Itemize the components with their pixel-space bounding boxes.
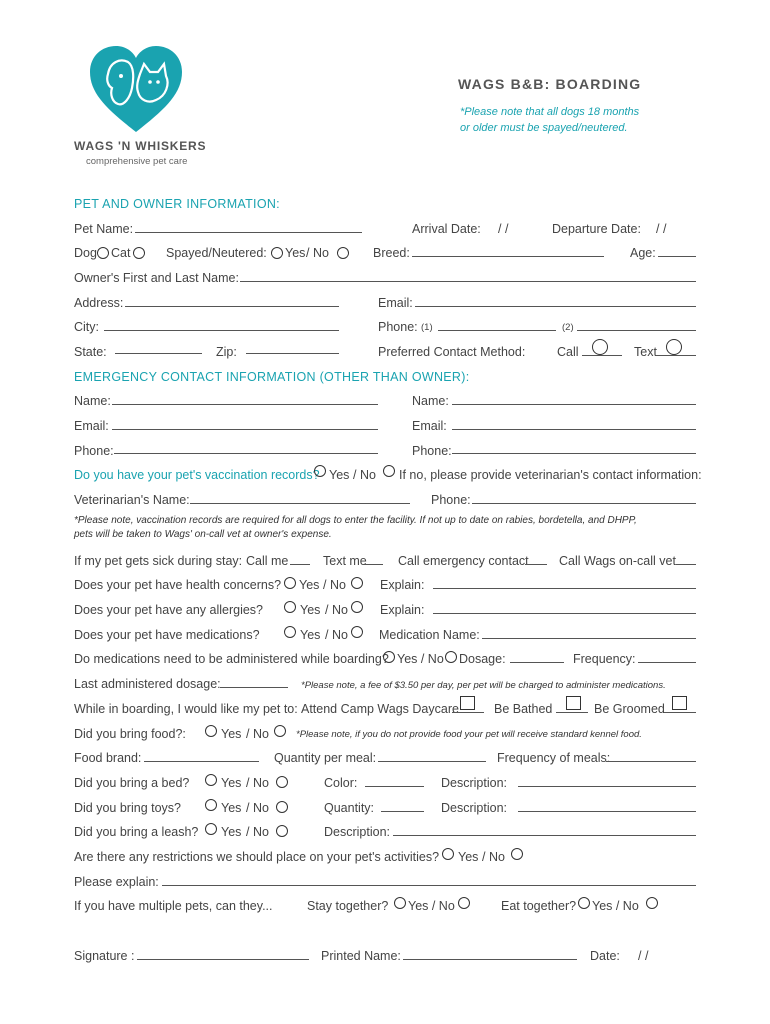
food-yes-option[interactable] <box>205 725 217 737</box>
emergency-email-field-right[interactable] <box>452 429 696 430</box>
city-field[interactable] <box>104 330 339 331</box>
sick-on-call-vet: Call Wags on-call vet <box>559 554 676 568</box>
leash-yes-label: Yes <box>221 825 242 839</box>
bed-no-option[interactable] <box>276 776 288 788</box>
arrival-date-label: Arrival Date: <box>412 222 481 236</box>
groomed-label: Be Groomed <box>594 702 665 716</box>
state-field[interactable] <box>115 353 202 354</box>
toys-question: Did you bring toys? <box>74 801 182 815</box>
preferred-contact-label: Preferred Contact Method: <box>378 345 526 359</box>
bed-no-label: / No <box>246 776 269 790</box>
health-yes-option[interactable] <box>284 577 296 589</box>
food-note: *Please note, if you do not provide food your pet will receive standard kennel food. <box>296 729 642 740</box>
frequency-label: Frequency: <box>573 652 636 666</box>
phone-2-field[interactable] <box>577 330 696 331</box>
stay-together-yes-no: Yes / No <box>408 899 455 913</box>
vaccination-note-line1: *Please note, vaccination records are required for all dogs to enter the facility. If not up to date on rabies, bordetella, and DHPP, <box>74 515 637 526</box>
leash-no-label: / No <box>246 825 269 839</box>
emergency-name-field-left[interactable] <box>112 404 378 405</box>
owner-email-field[interactable] <box>415 306 696 307</box>
administer-yes-option[interactable] <box>383 651 395 663</box>
medications-no-label: / No <box>325 628 348 642</box>
cat-label: Cat <box>111 246 131 260</box>
spayed-label: Spayed/Neutered: <box>166 246 267 260</box>
vaccination-note-line2: pets will be taken to Wags' on-call vet at owner's expense. <box>74 529 332 540</box>
bed-description-field[interactable] <box>518 786 696 787</box>
allergies-explain-field[interactable] <box>433 613 696 614</box>
section-title-pet-owner: PET AND OWNER INFORMATION: <box>74 197 280 211</box>
address-label: Address: <box>74 296 124 310</box>
food-question: Did you bring food?: <box>74 727 186 741</box>
allergies-yes-label: Yes <box>300 603 321 617</box>
toys-description-field[interactable] <box>518 811 696 812</box>
brand-name: WAGS 'N WHISKERS <box>74 139 207 153</box>
sick-call-me-field[interactable] <box>290 564 310 565</box>
bed-yes-label: Yes <box>221 776 242 790</box>
health-explain-label: Explain: <box>380 578 425 592</box>
form-title: WAGS B&B: BOARDING <box>458 76 642 92</box>
stay-together-no-option[interactable] <box>458 897 470 909</box>
emergency-phone-field-right[interactable] <box>452 453 696 454</box>
arrival-date-field[interactable]: / / <box>498 222 509 236</box>
zip-field[interactable] <box>246 353 339 354</box>
administer-label: Do medications need to be administered while boarding? <box>74 652 389 666</box>
vaccination-yes-label: Yes <box>329 468 350 482</box>
health-concerns-label: Does your pet have health concerns? <box>74 578 282 592</box>
health-yes-label: Yes <box>299 578 320 592</box>
groomed-checkbox[interactable] <box>672 696 687 710</box>
emergency-name-label-left: Name: <box>74 394 111 408</box>
please-explain-label: Please explain: <box>74 875 159 889</box>
bed-color-field[interactable] <box>365 786 424 787</box>
vaccination-no-label: / No <box>353 468 376 482</box>
spayed-yes-option[interactable] <box>271 247 283 259</box>
medication-name-label: Medication Name: <box>379 628 480 642</box>
toys-quantity-label: Quantity: <box>324 801 375 815</box>
emergency-email-label-left: Email: <box>74 419 109 433</box>
please-explain-field[interactable] <box>162 885 696 886</box>
freq-meals-field[interactable] <box>606 761 696 762</box>
bed-color-label: Color: <box>324 776 358 790</box>
spayed-no-label: / No <box>306 246 329 260</box>
frequency-field[interactable] <box>638 662 696 663</box>
call-option[interactable] <box>592 339 608 355</box>
emergency-name-label-right: Name: <box>412 394 449 408</box>
vet-phone-label: Phone: <box>431 493 471 507</box>
leash-no-option[interactable] <box>276 825 288 837</box>
medications-label: Does your pet have medications? <box>74 628 260 642</box>
health-explain-field[interactable] <box>433 588 696 589</box>
leash-question: Did you bring a leash? <box>74 825 199 839</box>
last-dosage-field[interactable] <box>220 687 288 688</box>
sick-label: If my pet gets sick during stay: <box>74 554 243 568</box>
date-label: Date: <box>590 949 620 963</box>
bathed-checkbox[interactable] <box>566 696 581 710</box>
brand-tagline: comprehensive pet care <box>86 156 188 167</box>
daycare-underline <box>452 712 484 713</box>
allergies-yes-option[interactable] <box>284 601 296 613</box>
qty-per-meal-field[interactable] <box>378 761 486 762</box>
bed-question: Did you bring a bed? <box>74 776 190 790</box>
pet-name-field[interactable] <box>135 232 362 233</box>
owner-phone-label: Phone: <box>378 320 418 334</box>
heart-dog-cat-logo-icon <box>88 44 184 134</box>
cat-option[interactable] <box>133 247 145 259</box>
leash-yes-option[interactable] <box>205 823 217 835</box>
bathed-label: Be Bathed <box>494 702 553 716</box>
vaccination-question: Do you have your pet's vaccination records? <box>74 468 320 482</box>
spayed-no-option[interactable] <box>337 247 349 259</box>
eat-together-label: Eat together? <box>501 899 577 913</box>
food-no-option[interactable] <box>274 725 286 737</box>
bed-yes-option[interactable] <box>205 774 217 786</box>
dosage-label: Dosage: <box>459 652 506 666</box>
departure-date-label: Departure Date: <box>552 222 641 236</box>
vaccination-yes-option[interactable] <box>314 465 326 477</box>
emergency-phone-label-left: Phone: <box>74 444 114 458</box>
dosage-field[interactable] <box>510 662 564 663</box>
allergies-label: Does your pet have any allergies? <box>74 603 264 617</box>
sick-emergency-contact: Call emergency contact <box>398 554 529 568</box>
vet-name-field[interactable] <box>190 503 410 504</box>
vet-phone-field[interactable] <box>472 503 696 504</box>
sick-text-me-field[interactable] <box>363 564 383 565</box>
leash-description-label: Description: <box>324 825 390 839</box>
sick-text-me: Text me <box>323 554 367 568</box>
daycare-checkbox[interactable] <box>460 696 475 710</box>
emergency-phone-field-left[interactable] <box>114 453 378 454</box>
daycare-label: Attend Camp Wags Daycare <box>301 702 459 716</box>
sick-call-me: Call me <box>246 554 289 568</box>
medications-no-option[interactable] <box>351 626 363 638</box>
vet-name-label: Veterinarian's Name: <box>74 493 190 507</box>
medications-yes-label: Yes <box>300 628 321 642</box>
signature-field[interactable] <box>137 959 309 960</box>
city-label: City: <box>74 320 99 334</box>
zip-label: Zip: <box>216 345 237 359</box>
restrictions-yes-option[interactable] <box>442 848 454 860</box>
vaccination-followup: If no, please provide veterinarian's contact information: <box>399 468 702 482</box>
emergency-email-label-right: Email: <box>412 419 447 433</box>
state-label: State: <box>74 345 107 359</box>
call-label: Call <box>557 345 579 359</box>
printed-name-label: Printed Name: <box>321 949 401 963</box>
spay-note-line1: *Please note that all dogs 18 months <box>460 106 640 118</box>
bathed-underline <box>556 712 588 713</box>
restrictions-yes-label: Yes <box>458 850 479 864</box>
emergency-email-field-left[interactable] <box>112 429 378 430</box>
toys-no-label: / No <box>246 801 269 815</box>
groomed-underline <box>664 712 696 713</box>
last-dosage-label: Last administered dosage: <box>74 677 221 691</box>
toys-description-label: Description: <box>441 801 507 815</box>
text-label: Text <box>634 345 657 359</box>
breed-field[interactable] <box>412 256 604 257</box>
health-no-label: / No <box>323 578 346 592</box>
toys-quantity-field[interactable] <box>381 811 424 812</box>
restrictions-no-option[interactable] <box>511 848 523 860</box>
breed-label: Breed: <box>373 246 410 260</box>
eat-together-yes-option[interactable] <box>578 897 590 909</box>
vaccination-no-option[interactable] <box>383 465 395 477</box>
freq-meals-label: Frequency of meals: <box>497 751 611 765</box>
medications-yes-option[interactable] <box>284 626 296 638</box>
medication-name-field[interactable] <box>482 638 696 639</box>
age-field[interactable] <box>658 256 696 257</box>
printed-name-field[interactable] <box>403 959 577 960</box>
multiple-pets-label: If you have multiple pets, can they... <box>74 899 273 913</box>
sick-on-call-vet-field[interactable] <box>676 564 696 565</box>
call-underline <box>582 355 622 356</box>
text-underline <box>656 355 696 356</box>
spay-note-line2: or older must be spayed/neutered. <box>460 122 628 134</box>
stay-together-yes-option[interactable] <box>394 897 406 909</box>
food-brand-label: Food brand: <box>74 751 142 765</box>
departure-date-field[interactable]: / / <box>656 222 667 236</box>
toys-no-option[interactable] <box>276 801 288 813</box>
age-label: Age: <box>630 246 656 260</box>
phone-1-field[interactable] <box>438 330 556 331</box>
food-brand-field[interactable] <box>144 761 259 762</box>
allergies-no-option[interactable] <box>351 601 363 613</box>
allergies-no-label: / No <box>325 603 348 617</box>
boarding-label: While in boarding, I would like my pet to: <box>74 702 298 716</box>
emergency-phone-label-right: Phone: <box>412 444 452 458</box>
leash-description-field[interactable] <box>393 835 696 836</box>
qty-per-meal-label: Quantity per meal: <box>274 751 377 765</box>
date-field[interactable]: / / <box>638 949 649 963</box>
toys-yes-option[interactable] <box>205 799 217 811</box>
health-no-option[interactable] <box>351 577 363 589</box>
food-yes-label: Yes <box>221 727 242 741</box>
restrictions-question: Are there any restrictions we should place on your pet's activities? <box>74 850 440 864</box>
emergency-name-field-right[interactable] <box>452 404 696 405</box>
stay-together-label: Stay together? <box>307 899 389 913</box>
bed-description-label: Description: <box>441 776 507 790</box>
sick-emergency-contact-field[interactable] <box>525 564 547 565</box>
toys-yes-label: Yes <box>221 801 242 815</box>
address-field[interactable] <box>125 306 339 307</box>
spayed-yes-label: Yes <box>285 246 306 260</box>
dog-option[interactable] <box>97 247 109 259</box>
phone-2-label: (2) <box>562 322 574 333</box>
allergies-explain-label: Explain: <box>380 603 425 617</box>
section-title-emergency: EMERGENCY CONTACT INFORMATION (OTHER THAN OWNER): <box>74 370 470 384</box>
fee-note: *Please note, a fee of $3.50 per day, per pet will be charged to administer medications. <box>301 680 666 691</box>
food-no-label: / No <box>246 727 269 741</box>
phone-1-label: (1) <box>421 322 433 333</box>
dog-label: Dog <box>74 246 97 260</box>
restrictions-no-label: / No <box>482 850 505 864</box>
owner-name-field[interactable] <box>240 281 696 282</box>
owner-email-label: Email: <box>378 296 413 310</box>
administer-no-option[interactable] <box>445 651 457 663</box>
eat-together-no-option[interactable] <box>646 897 658 909</box>
owner-name-label: Owner's First and Last Name: <box>74 271 239 285</box>
signature-label: Signature : <box>74 949 135 963</box>
text-option[interactable] <box>666 339 682 355</box>
administer-yes-no: Yes / No <box>397 652 444 666</box>
eat-together-yes-no: Yes / No <box>592 899 639 913</box>
pet-name-label: Pet Name: <box>74 222 134 236</box>
